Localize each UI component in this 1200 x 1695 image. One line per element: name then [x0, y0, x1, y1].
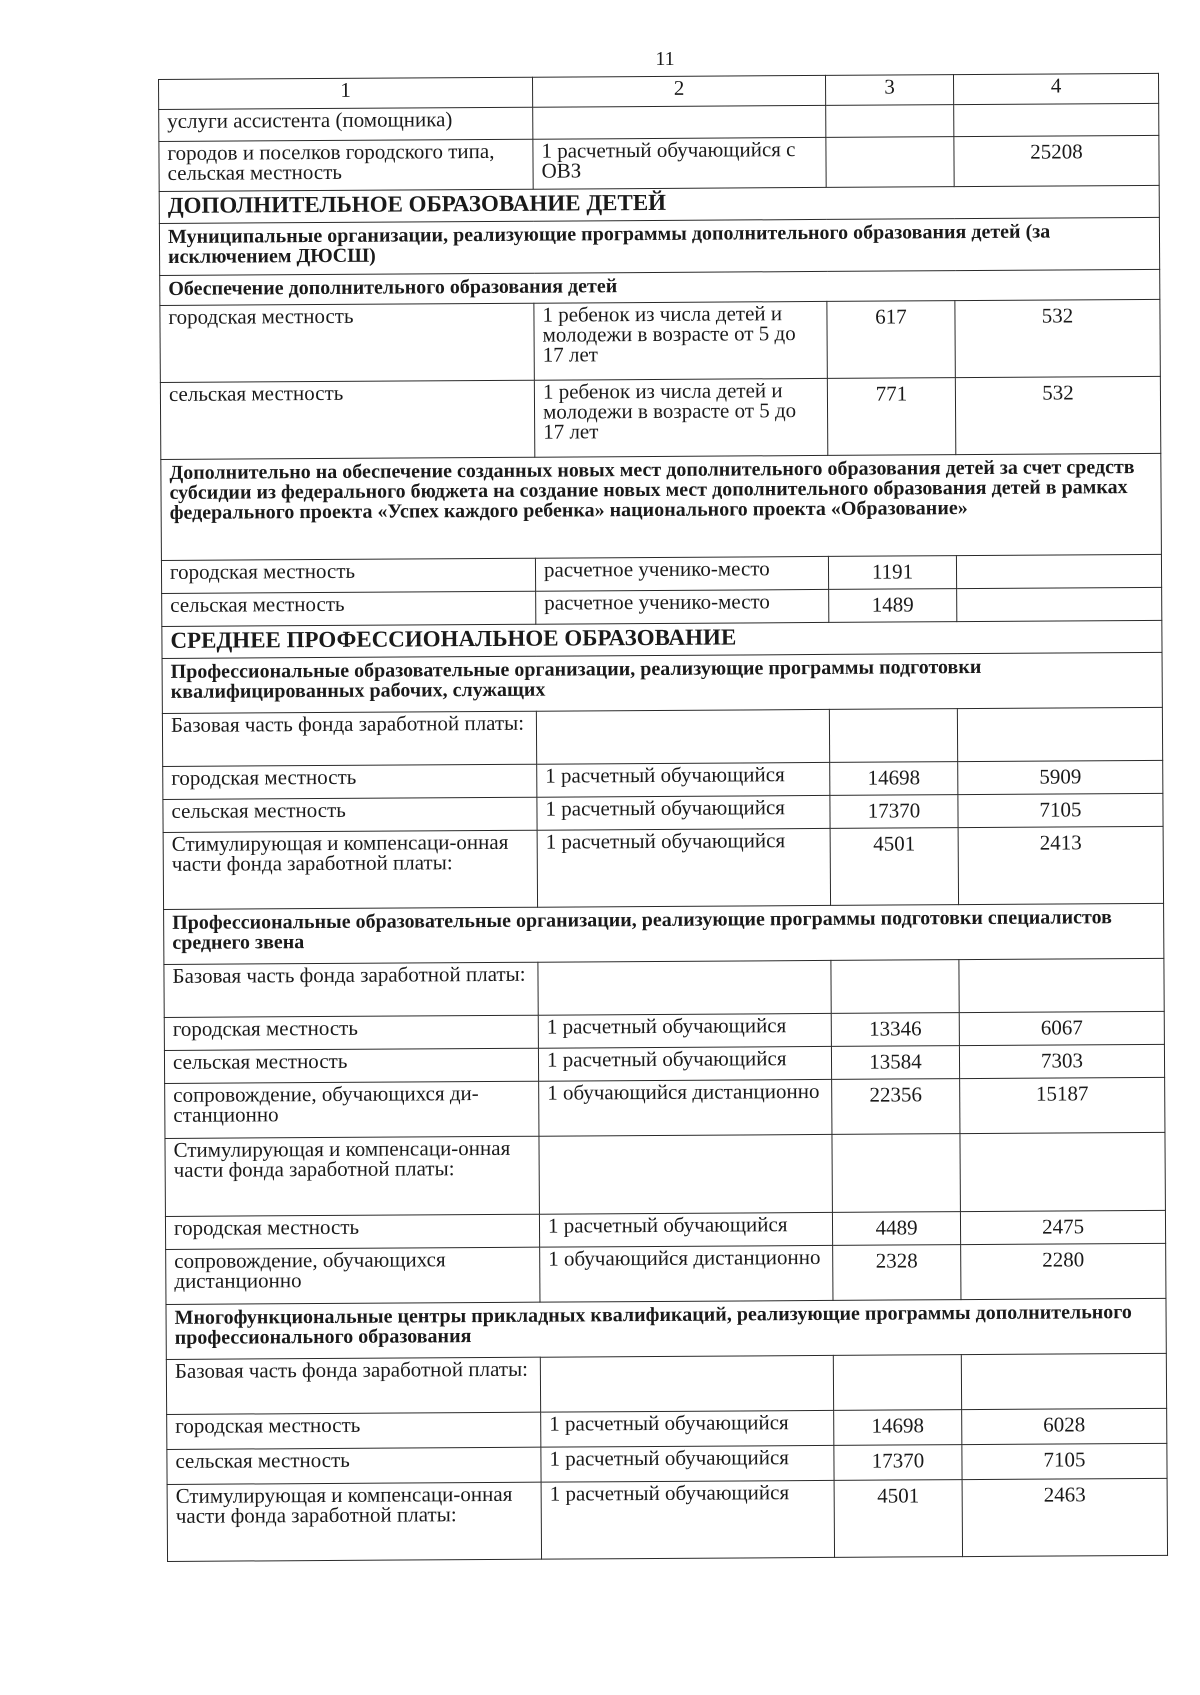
- table-body: [159, 73, 1168, 1561]
- row-label: городская местность: [165, 1214, 539, 1249]
- row-label: сельская местность: [164, 1048, 538, 1083]
- unit-cell: расчетное ученико-место: [536, 589, 829, 624]
- subsection-heading: Обеспечение дополнительного образования детей: [160, 269, 1160, 305]
- unit-cell: 1 ребенок из числа детей и молодежи в возрасте от 5 до 17 лет: [534, 378, 827, 457]
- value-col3: 17370: [834, 1445, 962, 1481]
- row-label: городская местность: [161, 558, 535, 593]
- page-number: 11: [655, 48, 675, 70]
- table-row: [163, 826, 1163, 909]
- subsection-heading: Профессиональные образовательные организации, реализующие программы подготовки квалифицированных рабочих, служащих: [162, 652, 1162, 713]
- value-col3: 617: [827, 301, 955, 379]
- table-row: [160, 299, 1160, 382]
- row-label: Стимулирующая и компенсаци-онная части фонда заработной платы:: [167, 1482, 541, 1561]
- unit-cell: [538, 960, 831, 1015]
- unit-cell: 1 расчетный обучающийся: [541, 1445, 834, 1482]
- unit-cell: 1 расчетный обучающийся: [537, 795, 830, 830]
- unit-cell: 1 расчетный обучающийся: [541, 1410, 834, 1447]
- row-label: Базовая часть фонда заработной платы:: [164, 962, 538, 1017]
- value-col3: 13346: [831, 1013, 959, 1047]
- value-col4: 7303: [959, 1044, 1164, 1078]
- unit-cell: [536, 709, 829, 764]
- unit-cell: [533, 105, 826, 139]
- unit-cell: 1 расчетный обучающийся: [538, 1046, 831, 1081]
- unit-cell: расчетное ученико-место: [535, 556, 828, 591]
- value-col4: 5909: [958, 760, 1163, 794]
- table-row: [166, 1353, 1166, 1414]
- row-label: Базовая часть фонда заработной платы:: [162, 711, 536, 766]
- value-col4: 2463: [962, 1478, 1167, 1556]
- section-heading: ДОПОЛНИТЕЛЬНОЕ ОБРАЗОВАНИЕ ДЕТЕЙ: [159, 185, 1159, 223]
- row-label: городская местность: [160, 303, 534, 382]
- subsection-heading: Дополнительно на обеспечение созданных новых мест дополнительного образования детей за счет средств субсидии из федерального бюджета на создание новых мест дополнительного образования детей в рамках федерального проекта «Успех каждого ребенка» национального проекта «Образование»: [161, 453, 1162, 560]
- value-col3: 771: [827, 378, 955, 456]
- value-col3: 2328: [833, 1245, 961, 1301]
- row-label: сопровождение, обучающихся ди-станционно: [165, 1081, 539, 1138]
- value-col3: [826, 105, 954, 138]
- unit-cell: 1 расчетный обучающийся: [538, 1013, 831, 1048]
- unit-cell: [540, 1355, 833, 1412]
- value-col4: [957, 587, 1162, 621]
- table-row: [162, 707, 1162, 766]
- row-label: городская местность: [163, 764, 537, 799]
- subsection-heading: Многофункциональные центры прикладных квалификаций, реализующие программы дополнительного профессионального образования: [166, 1298, 1166, 1359]
- table-row: [160, 376, 1160, 459]
- value-col3: [832, 1134, 960, 1213]
- value-col3: 14698: [830, 762, 958, 796]
- value-col4: 2475: [960, 1210, 1165, 1244]
- value-col3: 17370: [830, 795, 958, 829]
- unit-cell: 1 обучающийся дистанционно: [540, 1245, 833, 1302]
- value-col3: [833, 1355, 961, 1411]
- table-row: [165, 1132, 1165, 1216]
- table-row: [164, 958, 1164, 1017]
- row-label: услуги ассистента (помощника): [159, 107, 533, 141]
- row-label: Стимулирующая и компенсаци-онная части фонда заработной платы:: [165, 1136, 539, 1216]
- value-col4: 6067: [959, 1011, 1164, 1045]
- unit-cell: 1 ребенок из числа детей и молодежи в возрасте от 5 до 17 лет: [534, 301, 827, 380]
- row-label: городская местность: [167, 1412, 541, 1449]
- value-col4: 7105: [958, 793, 1163, 827]
- value-col4: 25208: [954, 135, 1159, 186]
- value-col3: 13584: [831, 1046, 959, 1080]
- row-label: сопровождение, обучающихся дистанционно: [166, 1247, 540, 1304]
- row-label: сельская местность: [167, 1447, 541, 1484]
- value-col4: 532: [955, 376, 1160, 454]
- row-label: Стимулирующая и компенсаци-онная части фонда заработной платы:: [163, 830, 537, 909]
- value-col4: 532: [955, 299, 1160, 377]
- unit-cell: [539, 1134, 832, 1214]
- value-col4: [960, 1132, 1165, 1211]
- value-col4: 7105: [962, 1443, 1167, 1479]
- column-header-2: 2: [532, 75, 825, 107]
- value-col3: 1489: [829, 589, 957, 623]
- column-header-3: 3: [825, 75, 953, 106]
- unit-cell: 1 расчетный обучающийся: [539, 1212, 832, 1247]
- tariff-table: [158, 73, 1168, 1562]
- value-col4: [956, 554, 1161, 588]
- value-col3: [829, 709, 957, 763]
- row-label: сельская местность: [162, 591, 536, 626]
- subsection-heading-row: [159, 217, 1159, 275]
- row-label: Базовая часть фонда заработной платы:: [166, 1357, 540, 1414]
- section-heading: СРЕДНЕЕ ПРОФЕССИОНАЛЬНОЕ ОБРАЗОВАНИЕ: [162, 620, 1162, 658]
- unit-cell: 1 расчетный обучающийся: [537, 828, 830, 907]
- table-row: [165, 1077, 1165, 1138]
- value-col3: 22356: [832, 1079, 960, 1135]
- unit-cell: 1 обучающийся дистанционно: [539, 1079, 832, 1136]
- subsection-heading-row: [166, 1298, 1166, 1359]
- value-col3: 4501: [830, 828, 958, 906]
- value-col4: 15187: [960, 1077, 1165, 1133]
- row-label: сельская местность: [163, 797, 537, 832]
- value-col3: 1191: [828, 556, 956, 590]
- value-col4: [957, 707, 1162, 761]
- table-row: [159, 135, 1159, 191]
- value-col4: [954, 103, 1159, 136]
- value-col3: 14698: [834, 1410, 962, 1446]
- row-label: городов и поселков городского типа, сельская местность: [159, 139, 533, 191]
- subsection-heading: Профессиональные образовательные организации, реализующие программы подготовки специалистов среднего звена: [164, 903, 1164, 964]
- unit-cell: 1 расчетный обучающийся: [537, 762, 830, 797]
- subsection-heading: Муниципальные организации, реализующие программы дополнительного образования детей (за исключением ДЮСШ): [159, 217, 1159, 275]
- subsection-heading-row: [162, 652, 1162, 713]
- value-col3: 4489: [832, 1212, 960, 1246]
- column-header-4: 4: [953, 73, 1158, 104]
- value-col4: 6028: [962, 1408, 1167, 1444]
- value-col4: [959, 958, 1164, 1012]
- value-col3: [831, 960, 959, 1014]
- row-label: сельская местность: [160, 380, 534, 459]
- subsection-heading-row: [164, 903, 1164, 964]
- unit-cell: 1 расчетный обучающийся: [541, 1480, 834, 1559]
- row-label: городская местность: [164, 1015, 538, 1050]
- value-col4: 2413: [958, 826, 1163, 904]
- table-row: [166, 1243, 1166, 1304]
- table-row: [167, 1478, 1167, 1561]
- value-col4: [961, 1353, 1166, 1409]
- value-col3: [826, 137, 954, 188]
- column-header-1: 1: [159, 77, 533, 109]
- value-col4: 2280: [961, 1243, 1166, 1299]
- unit-cell: 1 расчетный обучающийся с ОВЗ: [533, 137, 826, 189]
- value-col3: 4501: [834, 1480, 962, 1558]
- subsection-heading-row: [161, 453, 1162, 560]
